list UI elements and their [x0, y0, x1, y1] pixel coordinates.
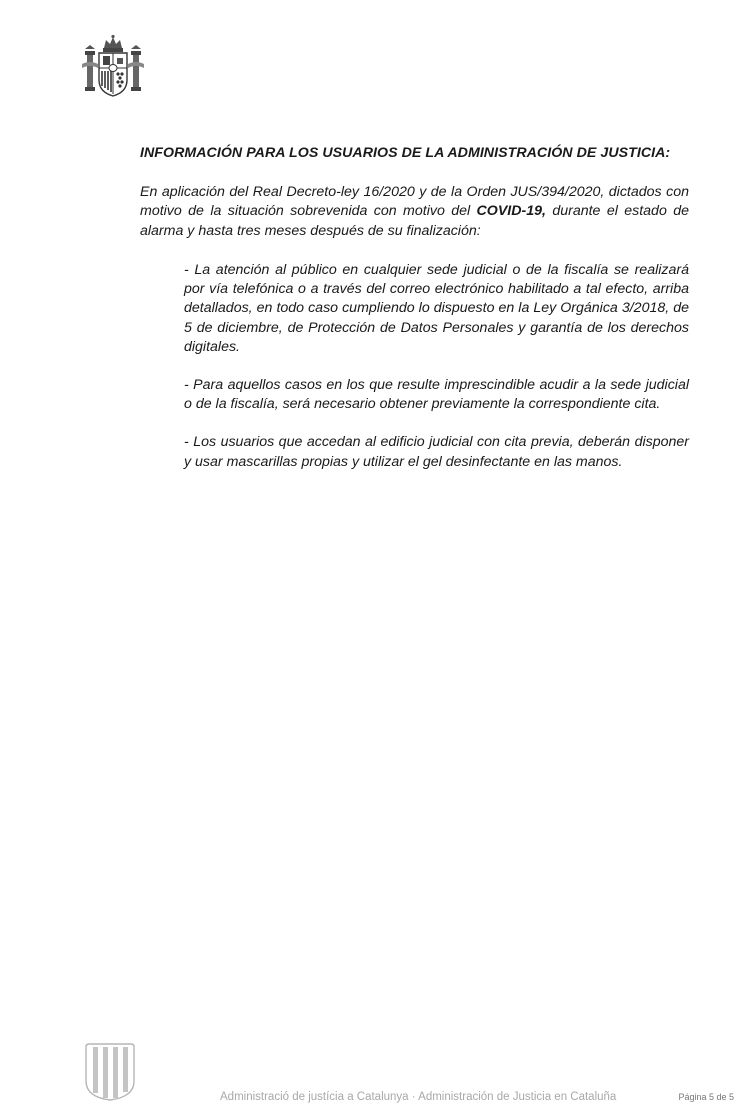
spain-coat-of-arms-icon [82, 34, 144, 98]
intro-paragraph [140, 183, 689, 241]
bullet-item: - Los usuarios que accedan al edificio judicial con cita previa, deberán disponer y usar mascarillas propias y utilizar el gel desinfectante en las manos. [184, 434, 689, 470]
intro-text-start: En aplicación del Real Decreto-ley 16/2020 y de la Orden JUS/394/2020, dictados con motivo de la situación sobrevenida con motivo del [140, 184, 689, 220]
bullet-item: - La atención al público en cualquier sede judicial o de la fiscalía se realizará por vía telefónica o a través del correo electrónico habilitado a tal efecto, arriba detallados, en todo caso cumpliendo lo dispuesto en la Ley Orgánica 3/2018, de 5 de diciembre, de Protección de Datos Personales y garantía de los derechos digitales. [184, 261, 689, 355]
catalonia-shield-icon [83, 1043, 137, 1101]
page-indicator: Página 5 de 5 [678, 1092, 734, 1102]
footer-administration-text: Administració de justícia a Catalunya · Administración de Justicia en Cataluña [220, 1091, 617, 1103]
bullet-item: - Para aquellos casos en los que resulte imprescindible acudir a la sede judicial o de la fiscalía, será necesario obtener previamente la correspondiente cita. [184, 376, 689, 413]
document-heading: INFORMACIÓN PARA LOS USUARIOS DE LA ADMINISTRACIÓN DE JUSTICIA: [140, 145, 671, 161]
intro-text-end: durante el estado de alarma y hasta tres meses después de su finalización: [140, 203, 689, 239]
document-body [140, 144, 689, 491]
intro-text-bold: COVID-19, [476, 203, 546, 220]
bullet-list [184, 261, 689, 472]
